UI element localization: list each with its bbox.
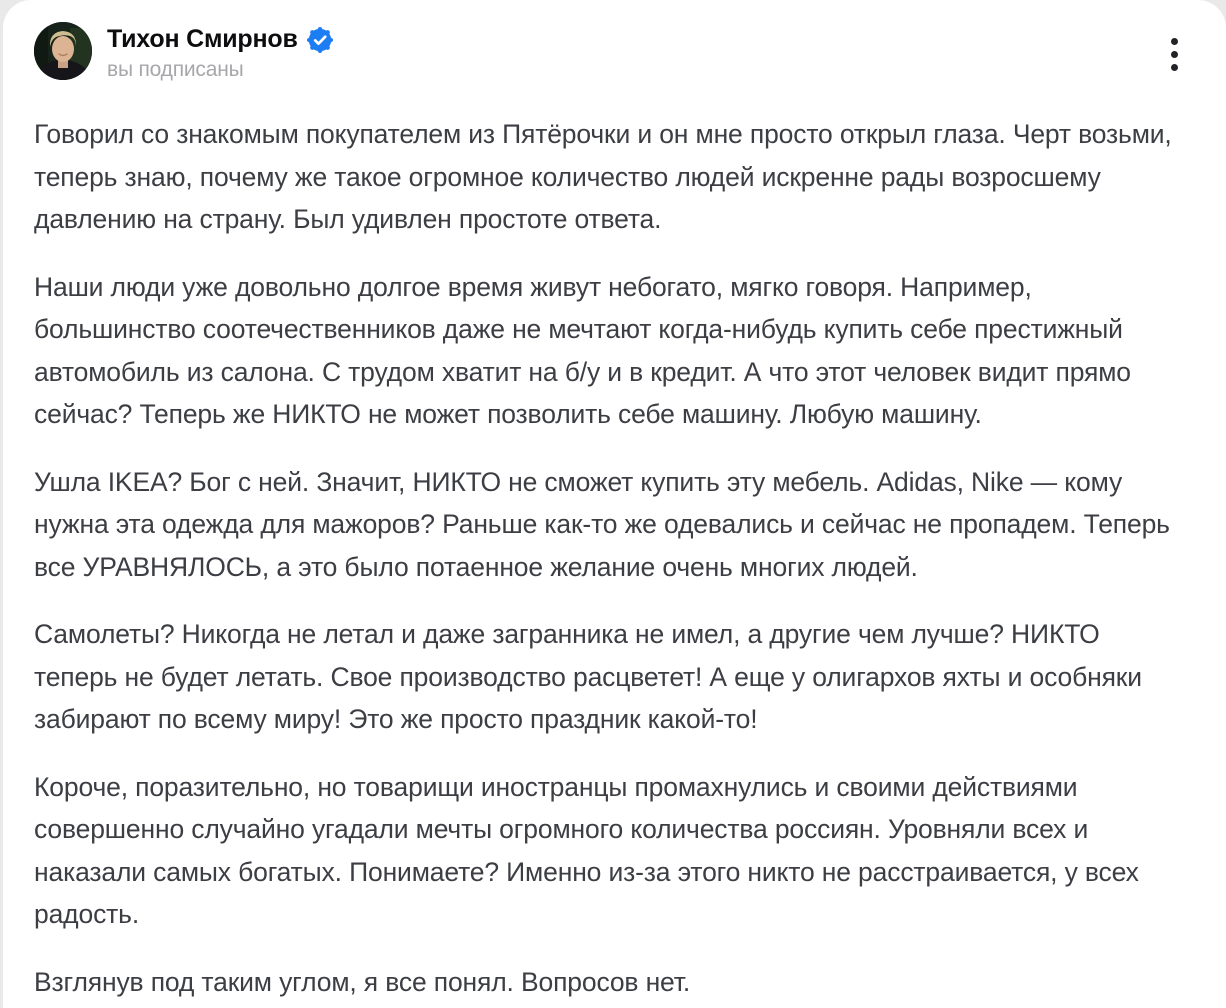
kebab-dot [1171,51,1178,58]
subscription-status: вы подписаны [107,58,244,81]
post-paragraph: Говорил со знакомым покупателем из Пятёрочки и он мне просто открыл глаза. Черт возьми, теперь знаю, почему же такое огромное количество людей искренне рады возросшему давлению на страну. Был удивлен простоте ответа. [34,119,1172,234]
post-paragraph: Наши люди уже довольно долгое время живут небогато, мягко говоря. Например, большинство соотечественников даже не мечтают когда-нибудь купить себе престижный автомобиль из салона. С трудом хватит на б/у и в кредит. А что этот человек видит прямо сейчас? Теперь же НИКТО не может позволить себе машину. Любую машину. [34,271,1131,429]
post-paragraph: Самолеты? Никогда не летал и даже загранника не имел, а другие чем лучше? НИКТО теперь не будет летать. Свое производство расцветет! А еще у олигархов яхты и особняки забирают по всему миру! Это же просто праздник какой-то! [34,619,1142,734]
avatar-photo [34,22,92,80]
post-card [3,0,1226,1008]
author-block [107,22,1165,82]
verified-badge-icon [307,27,333,53]
post-paragraph: Взглянув под таким углом, я все понял. Вопросов нет. [34,966,691,997]
kebab-dot [1171,38,1178,45]
author-row [107,25,1165,54]
avatar[interactable] [34,22,92,80]
kebab-menu-icon[interactable] [1165,34,1184,75]
post-paragraph: Ушла IKEA? Бог с ней. Значит, НИКТО не сможет купить эту мебель. Adidas, Nike — кому нужна эта одежда для мажоров? Раньше как-то же одевались и сейчас не пропадем. Теперь все УРАВНЯЛОСЬ, а это было потаенное желание очень многих людей. [34,466,1170,582]
kebab-dot [1171,64,1178,71]
author-name[interactable]: Тихон Смирнов [107,25,298,53]
post-header [34,22,1192,82]
post-paragraph: Короче, поразительно, но товарищи иностранцы промахнулись и своими действиями совершенно случайно угадали мечты огромного количества россиян. Уровняли всех и наказали самых богатых. Понимаете? Именно из-за этого никто не расстраивается, у всех радость. [34,771,1139,929]
post-body [34,113,1192,1003]
